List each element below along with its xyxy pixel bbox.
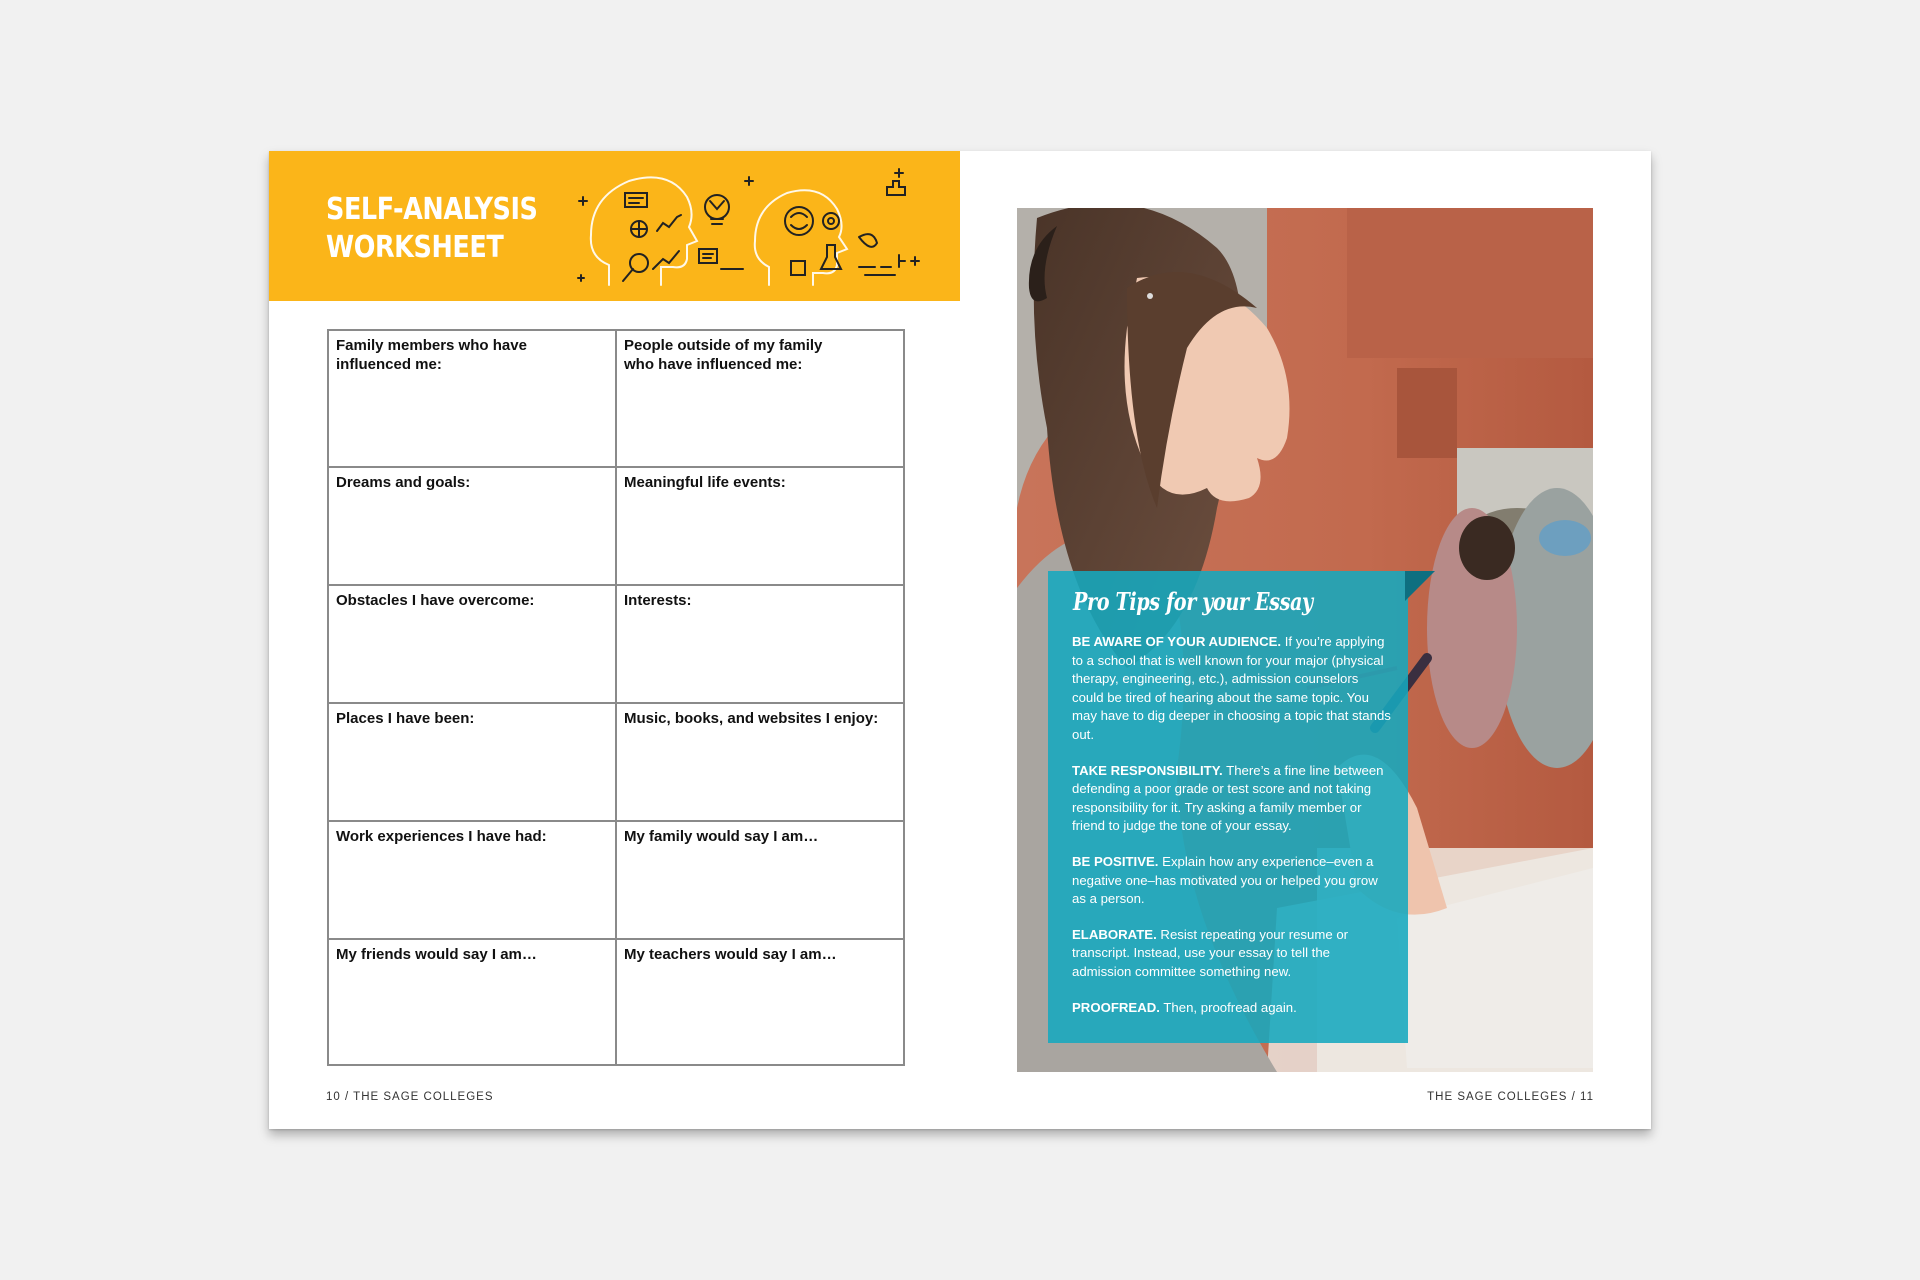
worksheet-prompt: Interests: [624, 592, 692, 609]
banner-title-line1: SELF-ANALYSIS [326, 192, 538, 227]
tip-text: If you’re applying to a school that is well known for your major (physical therapy, engineering, etc.), admission counselors could be tired of hearing about the same topic. You may have to dig deeper in choosing a topic that stands out. [1072, 634, 1391, 742]
worksheet-prompt: Music, books, and websites I enjoy: [624, 710, 879, 727]
worksheet-row [328, 330, 904, 467]
left-page [269, 151, 960, 1129]
worksheet-cell[interactable] [328, 939, 616, 1065]
tip-heading: TAKE RESPONSIBILITY. [1072, 762, 1223, 778]
worksheet-cell[interactable] [616, 939, 904, 1065]
worksheet-prompt: Work experiences I have had: [336, 828, 547, 845]
tip-item [1072, 999, 1392, 1018]
worksheet-cell[interactable] [328, 585, 616, 703]
worksheet-row [328, 939, 904, 1065]
right-page [960, 151, 1651, 1129]
worksheet-row [328, 703, 904, 821]
worksheet-prompt: My family would say I am… [624, 828, 819, 845]
tip-text: Resist repeating your resume or transcript. Instead, use your essay to tell the admission committee something new. [1072, 926, 1349, 979]
banner-title-line2: WORKSHEET [326, 230, 504, 265]
tip-item [1072, 762, 1392, 836]
tip-text: Then, proofread again. [1163, 999, 1297, 1015]
worksheet-cell[interactable] [616, 821, 904, 939]
worksheet-cell[interactable] [616, 585, 904, 703]
worksheet-prompt: Family members who have influenced me: [336, 337, 527, 373]
self-analysis-worksheet [327, 329, 905, 1066]
worksheet-prompt: Places I have been: [336, 710, 475, 727]
pro-tips-list [1072, 633, 1392, 1034]
worksheet-prompt: Meaningful life events: [624, 474, 786, 491]
worksheet-banner [269, 151, 960, 301]
tip-heading: PROOFREAD. [1072, 999, 1160, 1015]
worksheet-cell[interactable] [328, 821, 616, 939]
worksheet-cell[interactable] [328, 703, 616, 821]
worksheet-cell[interactable] [616, 703, 904, 821]
tip-heading: ELABORATE. [1072, 926, 1157, 942]
tip-item [1072, 633, 1392, 745]
pro-tips-box [1048, 571, 1408, 1043]
worksheet-prompt: Obstacles I have overcome: [336, 592, 535, 609]
worksheet-row [328, 467, 904, 585]
worksheet-prompt: My friends would say I am… [336, 946, 537, 963]
tip-text: Explain how any experience–even a negative one–has motivated you or helped you grow as a person. [1072, 853, 1378, 907]
worksheet-cell[interactable] [328, 330, 616, 467]
worksheet-prompt: People outside of my family who have influenced me: [624, 337, 823, 373]
thinking-heads-illustration [569, 157, 929, 299]
worksheet-cell[interactable] [616, 467, 904, 585]
banner-title [326, 191, 538, 267]
worksheet-cell[interactable] [616, 330, 904, 467]
worksheet-cell[interactable] [328, 467, 616, 585]
pro-tips-corner-fold [1405, 571, 1435, 601]
brochure-spread [269, 151, 1651, 1129]
tip-heading: BE AWARE OF YOUR AUDIENCE. [1072, 634, 1282, 649]
tip-item [1072, 853, 1392, 909]
worksheet-prompt: My teachers would say I am… [624, 946, 837, 963]
page-number-right: THE SAGE COLLEGES / 11 [1427, 1091, 1594, 1103]
tip-text: There’s a fine line between defending a poor grade or test score and not taking responsibility for it. Try asking a family member or friend to judge the tone of your essay. [1072, 762, 1384, 834]
worksheet-row [328, 585, 904, 703]
worksheet-prompt: Dreams and goals: [336, 474, 471, 491]
pro-tips-title: Pro Tips for your Essay [1073, 587, 1313, 616]
page-number-left: 10 / THE SAGE COLLEGES [326, 1091, 494, 1103]
tip-item [1072, 926, 1392, 982]
worksheet-row [328, 821, 904, 939]
tip-heading: BE POSITIVE. [1072, 853, 1159, 869]
